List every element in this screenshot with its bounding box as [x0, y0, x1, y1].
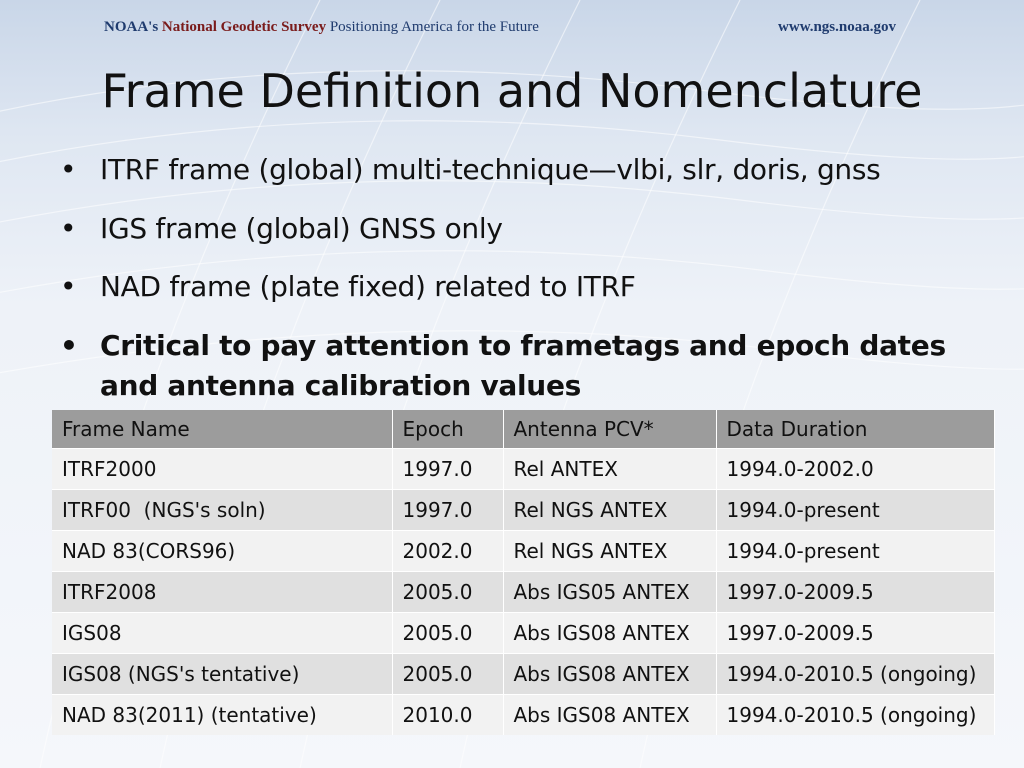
table-cell: 2010.0: [392, 695, 503, 736]
table-cell: 1997.0: [392, 449, 503, 490]
table-cell: Abs IGS08 ANTEX: [503, 654, 716, 695]
bullet-list: [60, 150, 980, 425]
table-row: [52, 654, 994, 695]
column-header: Frame Name: [52, 410, 392, 449]
table-row: [52, 572, 994, 613]
table-cell: 2005.0: [392, 654, 503, 695]
column-header: Epoch: [392, 410, 503, 449]
table-cell: ITRF2008: [52, 572, 392, 613]
table-row: [52, 695, 994, 736]
frames-table: [52, 410, 995, 735]
table-cell: IGS08: [52, 613, 392, 654]
organization-name: [104, 19, 539, 36]
table-cell: ITRF00 (NGS's soln): [52, 490, 392, 531]
table-cell: 1994.0-2002.0: [716, 449, 994, 490]
table-cell: Abs IGS05 ANTEX: [503, 572, 716, 613]
table-cell: 1994.0-2010.5 (ongoing): [716, 695, 994, 736]
table-cell: 1997.0-2009.5: [716, 572, 994, 613]
table-cell: ITRF2000: [52, 449, 392, 490]
table-cell: IGS08 (NGS's tentative): [52, 654, 392, 695]
bullet-item: • IGS frame (global) GNSS only: [60, 209, 980, 250]
table-row: [52, 531, 994, 572]
table-cell: 1994.0-present: [716, 531, 994, 572]
bullet-item-critical: • Critical to pay attention to frametags and epoch dates and antenna calibration values: [60, 326, 980, 407]
table-cell: Rel NGS ANTEX: [503, 490, 716, 531]
org-tagline: Positioning America for the Future: [329, 19, 539, 35]
table-cell: 1994.0-present: [716, 490, 994, 531]
column-header: Data Duration: [716, 410, 994, 449]
org-name: National Geodetic Survey: [161, 19, 327, 35]
table-cell: NAD 83(2011) (tentative): [52, 695, 392, 736]
table-cell: Rel NGS ANTEX: [503, 531, 716, 572]
table-row: [52, 613, 994, 654]
table-cell: 2005.0: [392, 613, 503, 654]
table-cell: Abs IGS08 ANTEX: [503, 613, 716, 654]
table-cell: 2002.0: [392, 531, 503, 572]
website-url: www.ngs.noaa.gov: [778, 19, 896, 35]
bullet-item: • ITRF frame (global) multi-technique—vlbi, slr, doris, gnss: [60, 150, 980, 191]
header-banner: [0, 0, 1024, 56]
table-cell: Abs IGS08 ANTEX: [503, 695, 716, 736]
table-cell: 1997.0-2009.5: [716, 613, 994, 654]
table-cell: 2005.0: [392, 572, 503, 613]
table-row: [52, 490, 994, 531]
bullet-item: • NAD frame (plate fixed) related to ITRF: [60, 267, 980, 308]
table-header-row: [52, 410, 994, 449]
table-cell: Rel ANTEX: [503, 449, 716, 490]
table-cell: 1997.0: [392, 490, 503, 531]
slide-title: Frame Definition and Nomenclature: [101, 64, 923, 118]
org-prefix: NOAA's: [104, 19, 159, 35]
column-header: Antenna PCV*: [503, 410, 716, 449]
table-cell: 1994.0-2010.5 (ongoing): [716, 654, 994, 695]
table-cell: NAD 83(CORS96): [52, 531, 392, 572]
table-row: [52, 449, 994, 490]
